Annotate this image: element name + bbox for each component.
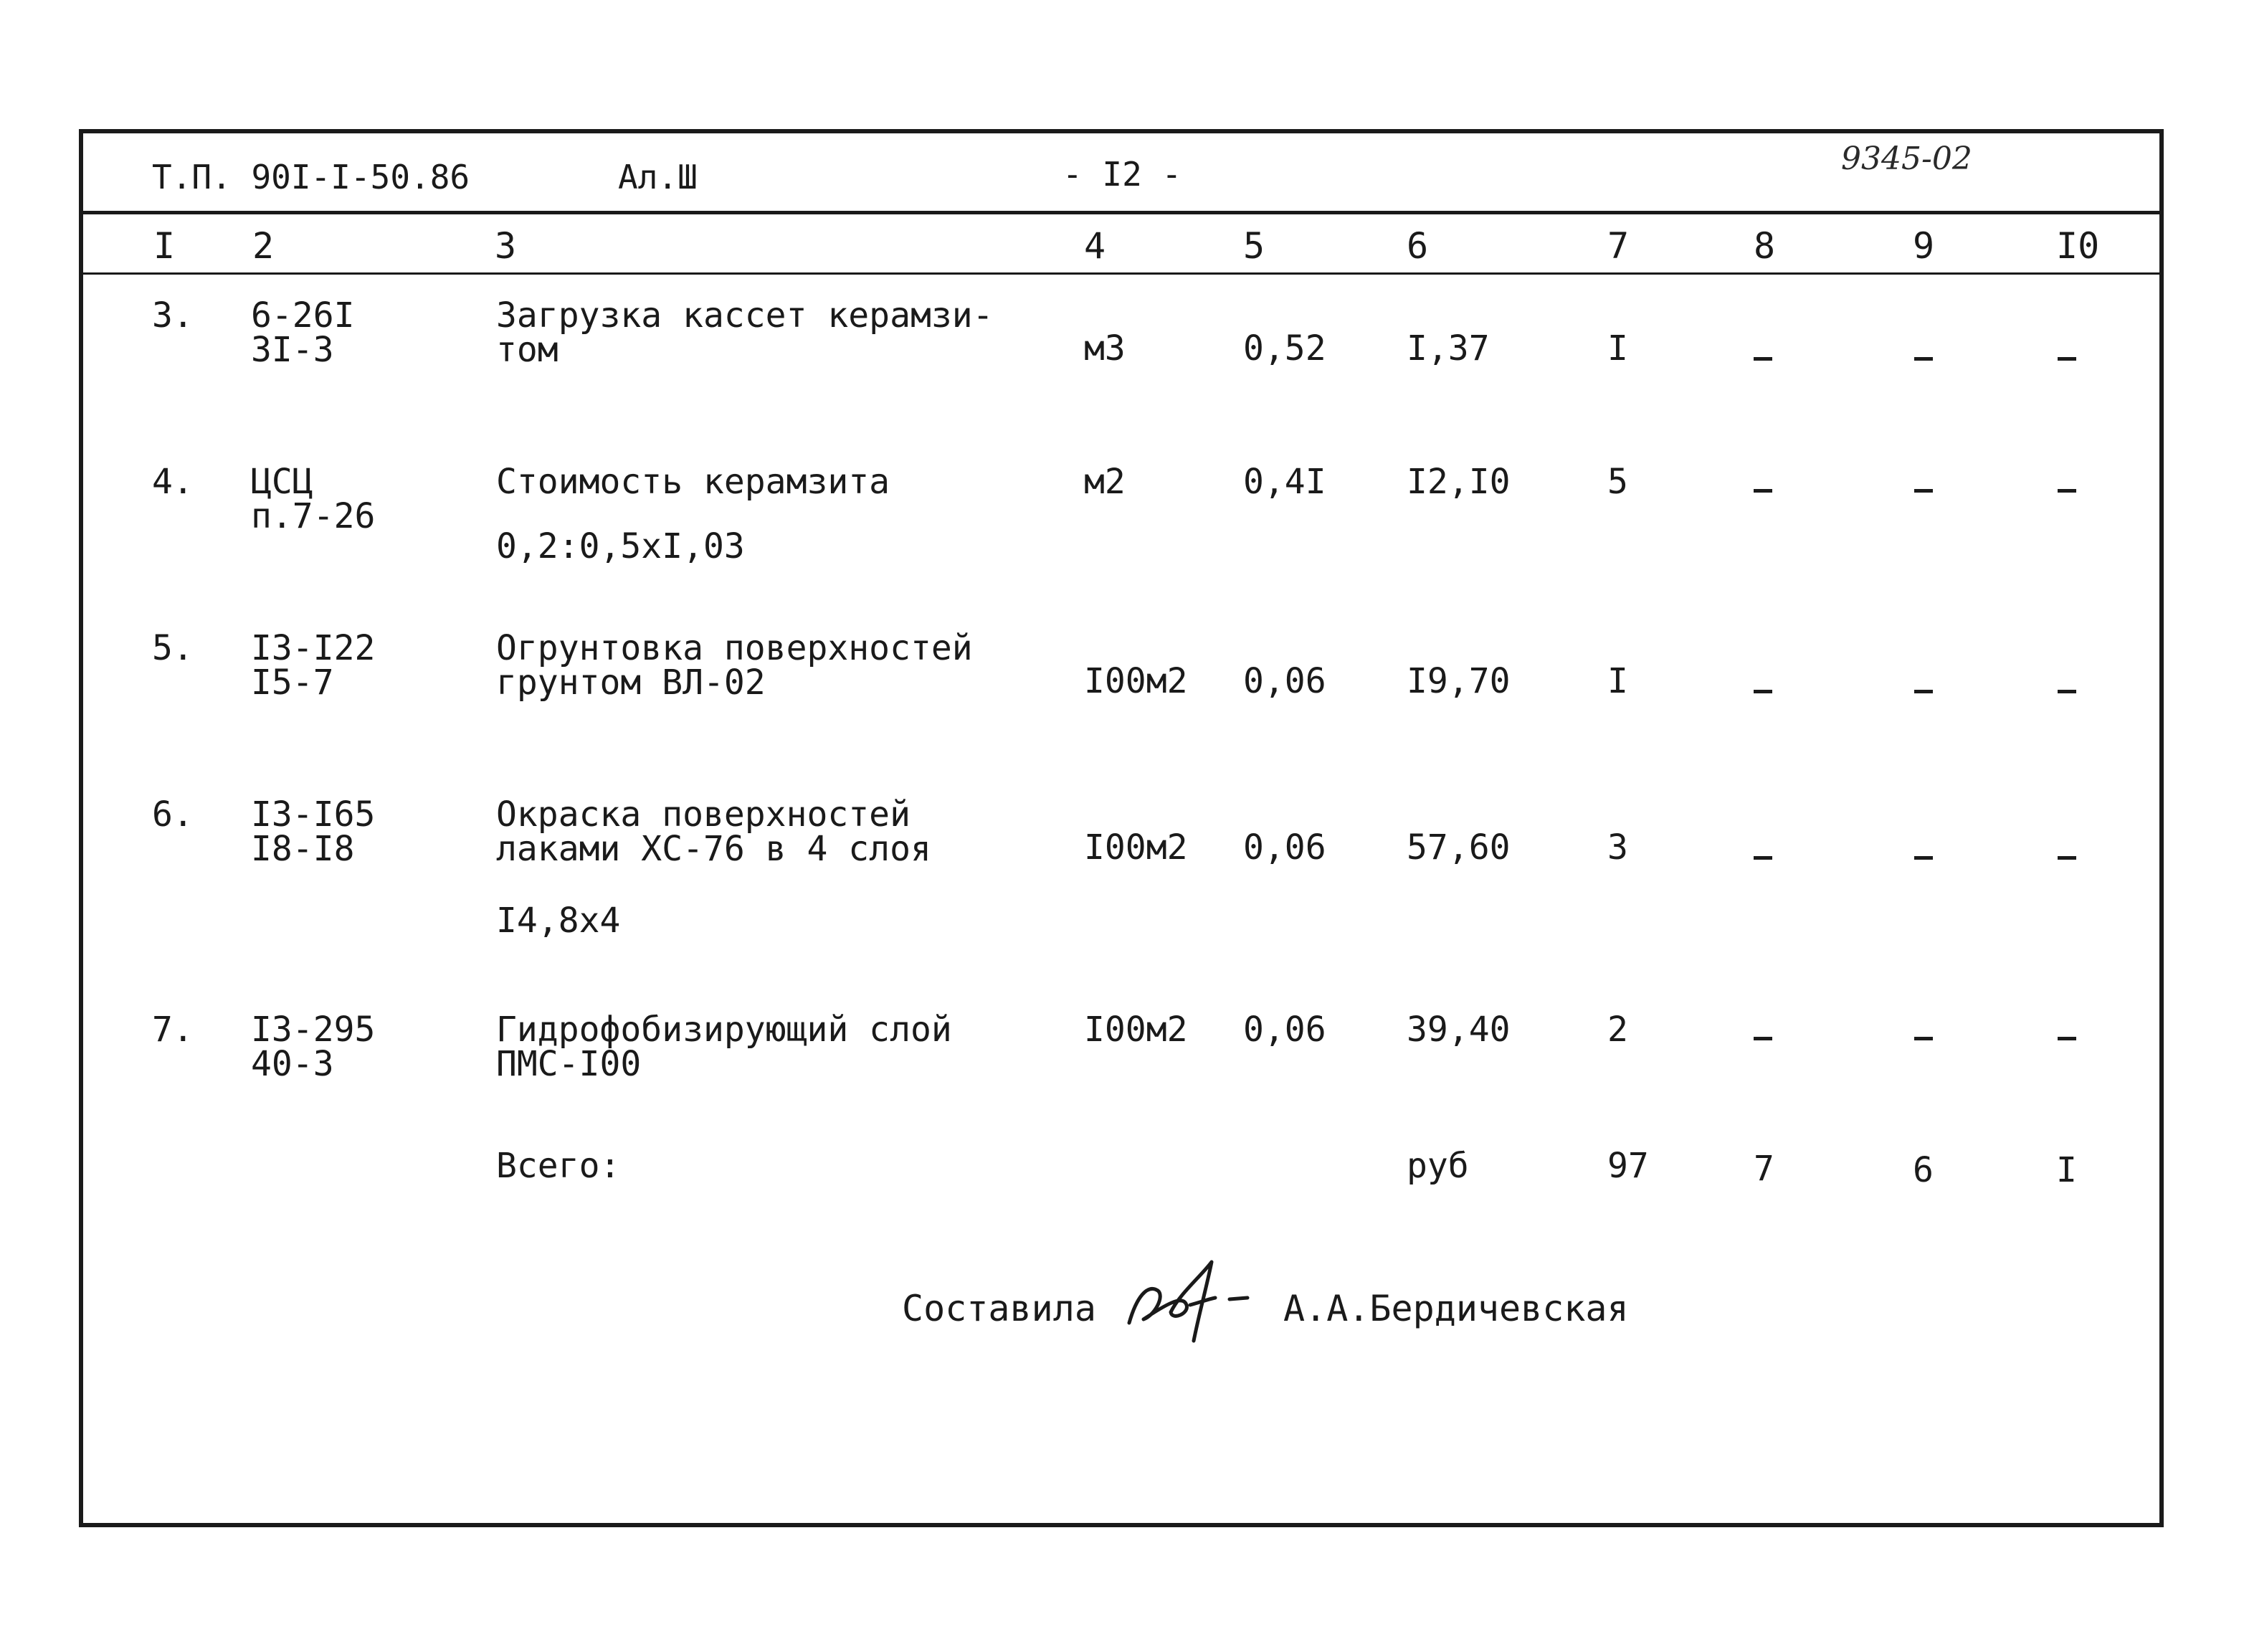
empty-dash — [1754, 856, 1772, 860]
row-number: 4. — [152, 462, 194, 502]
page-number: - I2 - — [1062, 155, 1182, 194]
empty-dash — [2058, 357, 2076, 361]
row-quantity: 0,4I — [1243, 462, 1326, 502]
column-header-7: 7 — [1607, 225, 1630, 267]
empty-dash — [1754, 357, 1772, 361]
column-header-4: 4 — [1084, 225, 1106, 267]
empty-dash — [1754, 690, 1772, 693]
row-price: I2,I0 — [1407, 462, 1511, 502]
empty-dash — [1914, 489, 1933, 493]
total-col-9: 6 — [1913, 1150, 1934, 1190]
row-price: I,37 — [1407, 328, 1490, 369]
row-description: Окраска поверхностей лаками ХС-76 в 4 слоя — [496, 794, 931, 869]
row-price: I9,70 — [1407, 661, 1511, 701]
total-unit: руб — [1407, 1146, 1469, 1186]
row-total: I — [1607, 661, 1628, 701]
column-header-1: I — [153, 225, 176, 267]
doc-code: Т.П. 90I-I-50.86 — [152, 158, 470, 196]
empty-dash — [2058, 856, 2076, 860]
row-unit: м3 — [1084, 328, 1126, 369]
column-header-5: 5 — [1243, 225, 1265, 267]
row-quantity: 0,06 — [1243, 661, 1326, 701]
row-number: 5. — [152, 628, 194, 668]
row-number: 7. — [152, 1010, 194, 1050]
row-price: 57,60 — [1407, 827, 1511, 868]
column-header-10: I0 — [2056, 225, 2100, 267]
row-total: 3 — [1607, 827, 1628, 868]
row-price: 39,40 — [1407, 1010, 1511, 1050]
empty-dash — [1914, 856, 1933, 860]
row-quantity: 0,06 — [1243, 1010, 1326, 1050]
column-header-8: 8 — [1754, 225, 1776, 267]
row-description: Огрунтовка поверхностей грунтом ВЛ-02 — [496, 628, 973, 703]
empty-dash — [1914, 690, 1933, 693]
total-col-8: 7 — [1754, 1149, 1774, 1189]
row-description: Стоимость керамзита — [496, 462, 890, 502]
row-description: Гидрофобизирующий слой ПМС-I00 — [496, 1010, 952, 1084]
handwritten-number: 9345-02 — [1841, 141, 1972, 177]
album-label: Ал.Ш — [618, 158, 698, 196]
row-code: 6-26I 3I-3 — [251, 295, 355, 370]
row-code: I3-I22 I5-7 — [251, 628, 376, 703]
column-header-3: 3 — [495, 225, 517, 267]
row-number: 3. — [152, 295, 194, 336]
total-col-7: 97 — [1607, 1146, 1649, 1186]
empty-dash — [2058, 690, 2076, 693]
row-total: I — [1607, 328, 1628, 369]
column-header-divider — [79, 272, 2164, 275]
empty-dash — [1754, 489, 1772, 493]
empty-dash — [2058, 489, 2076, 493]
row-unit: I00м2 — [1084, 827, 1188, 868]
row-note: I4,8x4 — [496, 901, 621, 941]
row-quantity: 0,06 — [1243, 827, 1326, 868]
row-number: 6. — [152, 794, 194, 835]
empty-dash — [1914, 357, 1933, 361]
row-code: I3-295 40-3 — [251, 1010, 376, 1084]
column-header-9: 9 — [1913, 225, 1935, 267]
row-total: 5 — [1607, 462, 1628, 502]
empty-dash — [1914, 1037, 1933, 1040]
row-unit: м2 — [1084, 462, 1126, 502]
handwritten-signature — [1115, 1255, 1258, 1348]
row-note: 0,2:0,5xI,03 — [496, 526, 745, 566]
total-col-10: I — [2056, 1150, 2077, 1190]
row-code: ЦСЦ п.7-26 — [251, 462, 376, 536]
row-description: Загрузка кассет керамзи- том — [496, 295, 994, 370]
total-label: Всего: — [496, 1146, 621, 1186]
row-unit: I00м2 — [1084, 661, 1188, 701]
signer-name: А.А.Бердичевская — [1283, 1288, 1629, 1329]
row-total: 2 — [1607, 1010, 1628, 1050]
row-code: I3-I65 I8-I8 — [251, 794, 376, 869]
header-divider — [79, 211, 2164, 214]
empty-dash — [1754, 1037, 1772, 1040]
row-quantity: 0,52 — [1243, 328, 1326, 369]
column-header-6: 6 — [1407, 225, 1429, 267]
signature-label: Составила — [902, 1288, 1096, 1329]
row-unit: I00м2 — [1084, 1010, 1188, 1050]
column-header-2: 2 — [252, 225, 275, 267]
empty-dash — [2058, 1037, 2076, 1040]
